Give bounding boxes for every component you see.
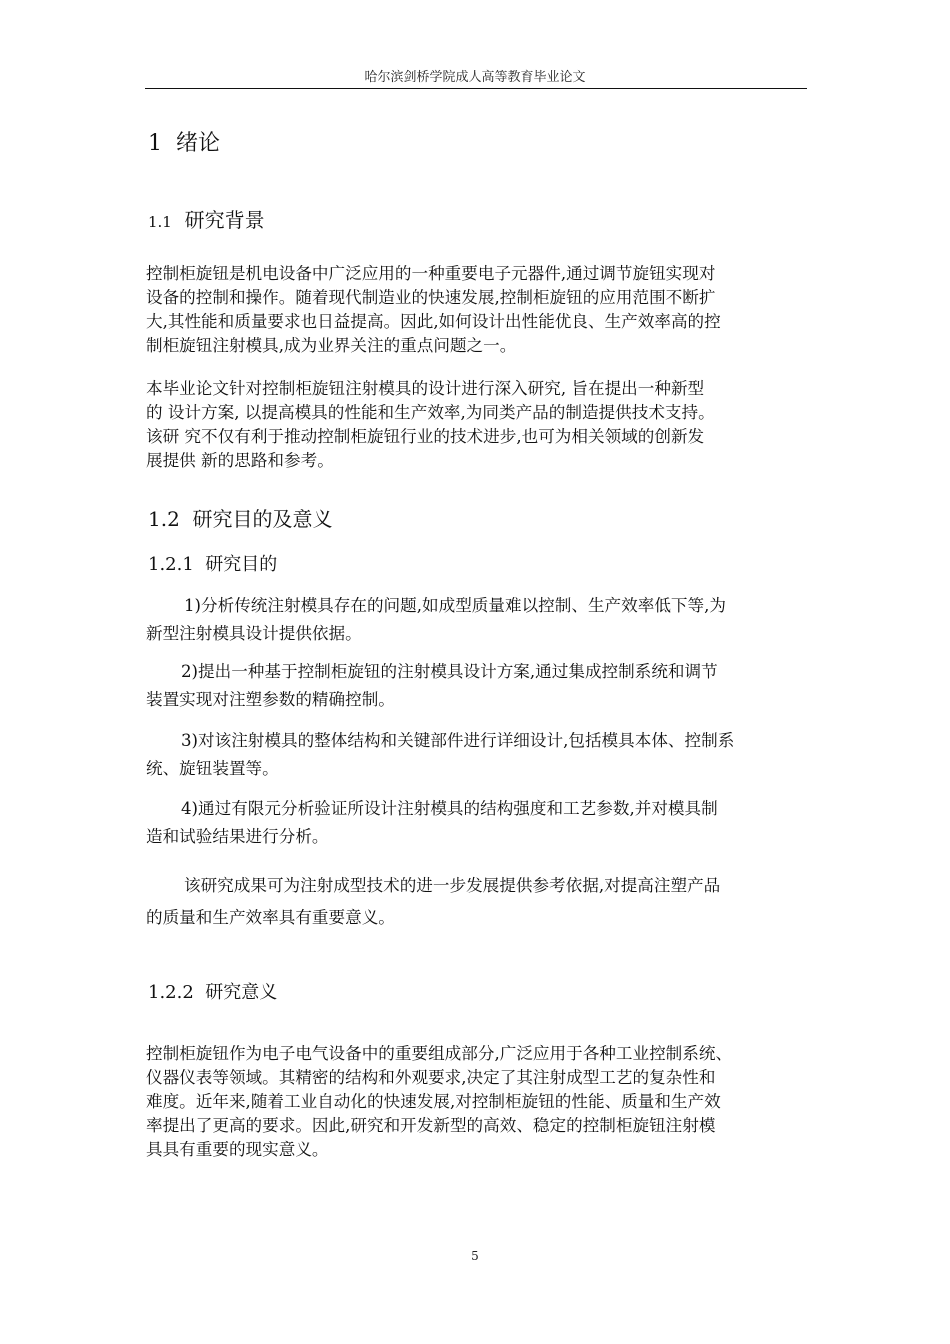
text-line: 控制柜旋钮作为电子电气设备中的重要组成部分,广泛应用于各种工业控制系统、 bbox=[146, 1044, 733, 1063]
text-line: 率提出了更高的要求。因此,研究和开发新型的高效、稳定的控制柜旋钮注射模 bbox=[146, 1116, 716, 1135]
section-heading-1-2 bbox=[148, 503, 333, 532]
section-number: 1.2 bbox=[148, 507, 180, 531]
text-line: 设备的控制和操作。随着现代制造业的快速发展,控制柜旋钮的应用范围不断扩 bbox=[146, 288, 716, 307]
subsection-heading-1-2-2 bbox=[148, 978, 277, 1004]
list-item bbox=[146, 592, 818, 648]
text-line: 具具有重要的现实意义。 bbox=[146, 1140, 329, 1159]
subsection-title: 研究目的 bbox=[205, 554, 278, 575]
text-line: 统、旋钮装置等。 bbox=[146, 759, 279, 778]
chapter-title: 绪论 bbox=[176, 131, 221, 156]
significance-paragraph bbox=[146, 1042, 818, 1162]
subsection-heading-1-2-1 bbox=[148, 550, 277, 576]
text-line: 该研 究不仅有利于推动控制柜旋钮行业的技术进步,也可为相关领域的创新发 bbox=[146, 427, 705, 446]
chapter-number: 1 bbox=[148, 131, 162, 156]
list-item bbox=[146, 795, 818, 851]
subsection-number: 1.2.2 bbox=[148, 982, 194, 1003]
running-header: 哈尔滨剑桥学院成人高等教育毕业论文 bbox=[364, 70, 586, 85]
text-line: 3)对该注射模具的整体结构和关键部件进行详细设计,包括模具本体、控制系 bbox=[181, 731, 735, 750]
text-line: 的 设计方案, 以提高模具的性能和生产效率,为同类产品的制造提供技术支持。 bbox=[146, 403, 715, 422]
text-line: 仪器仪表等领域。其精密的结构和外观要求,决定了其注射成型工艺的复杂性和 bbox=[146, 1068, 716, 1087]
text-line: 2)提出一种基于控制柜旋钮的注射模具设计方案,通过集成控制系统和调节 bbox=[181, 662, 718, 681]
text-line: 造和试验结果进行分析。 bbox=[146, 827, 329, 846]
subsection-title: 研究意义 bbox=[205, 982, 278, 1003]
text-line: 该研究成果可为注射成型技术的进一步发展提供参考依据,对提高注塑产品 bbox=[184, 876, 721, 895]
text-line: 制柜旋钮注射模具,成为业界关注的重点问题之一。 bbox=[146, 336, 517, 355]
section-title: 研究背景 bbox=[184, 208, 265, 232]
text-line: 新型注射模具设计提供依据。 bbox=[146, 624, 362, 643]
background-paragraph-2 bbox=[146, 377, 818, 473]
text-line: 展提供 新的思路和参考。 bbox=[146, 451, 334, 470]
text-line: 本毕业论文针对控制柜旋钮注射模具的设计进行深入研究, 旨在提出一种新型 bbox=[146, 379, 705, 398]
section-title: 研究目的及意义 bbox=[192, 507, 333, 531]
page-number: 5 bbox=[471, 1249, 479, 1263]
text-line: 大,其性能和质量要求也日益提高。因此,如何设计出性能优良、生产效率高的控 bbox=[146, 312, 721, 331]
conclusion-paragraph bbox=[146, 870, 818, 934]
section-number: 1.1 bbox=[148, 213, 172, 231]
background-paragraph-1 bbox=[146, 262, 818, 358]
section-heading-1-1 bbox=[148, 204, 265, 233]
chapter-heading bbox=[148, 126, 220, 157]
list-item bbox=[146, 727, 818, 783]
text-line: 的质量和生产效率具有重要意义。 bbox=[146, 908, 395, 927]
text-line: 装置实现对注塑参数的精确控制。 bbox=[146, 690, 395, 709]
text-line: 难度。近年来,随着工业自动化的快速发展,对控制柜旋钮的性能、质量和生产效 bbox=[146, 1092, 721, 1111]
list-item bbox=[146, 658, 818, 714]
text-line: 4)通过有限元分析验证所设计注射模具的结构强度和工艺参数,并对模具制 bbox=[181, 799, 718, 818]
text-line: 控制柜旋钮是机电设备中广泛应用的一种重要电子元器件,通过调节旋钮实现对 bbox=[146, 264, 716, 283]
header-divider bbox=[145, 88, 807, 89]
text-line: 1)分析传统注射模具存在的问题,如成型质量难以控制、生产效率低下等,为 bbox=[184, 596, 726, 615]
subsection-number: 1.2.1 bbox=[148, 554, 194, 575]
